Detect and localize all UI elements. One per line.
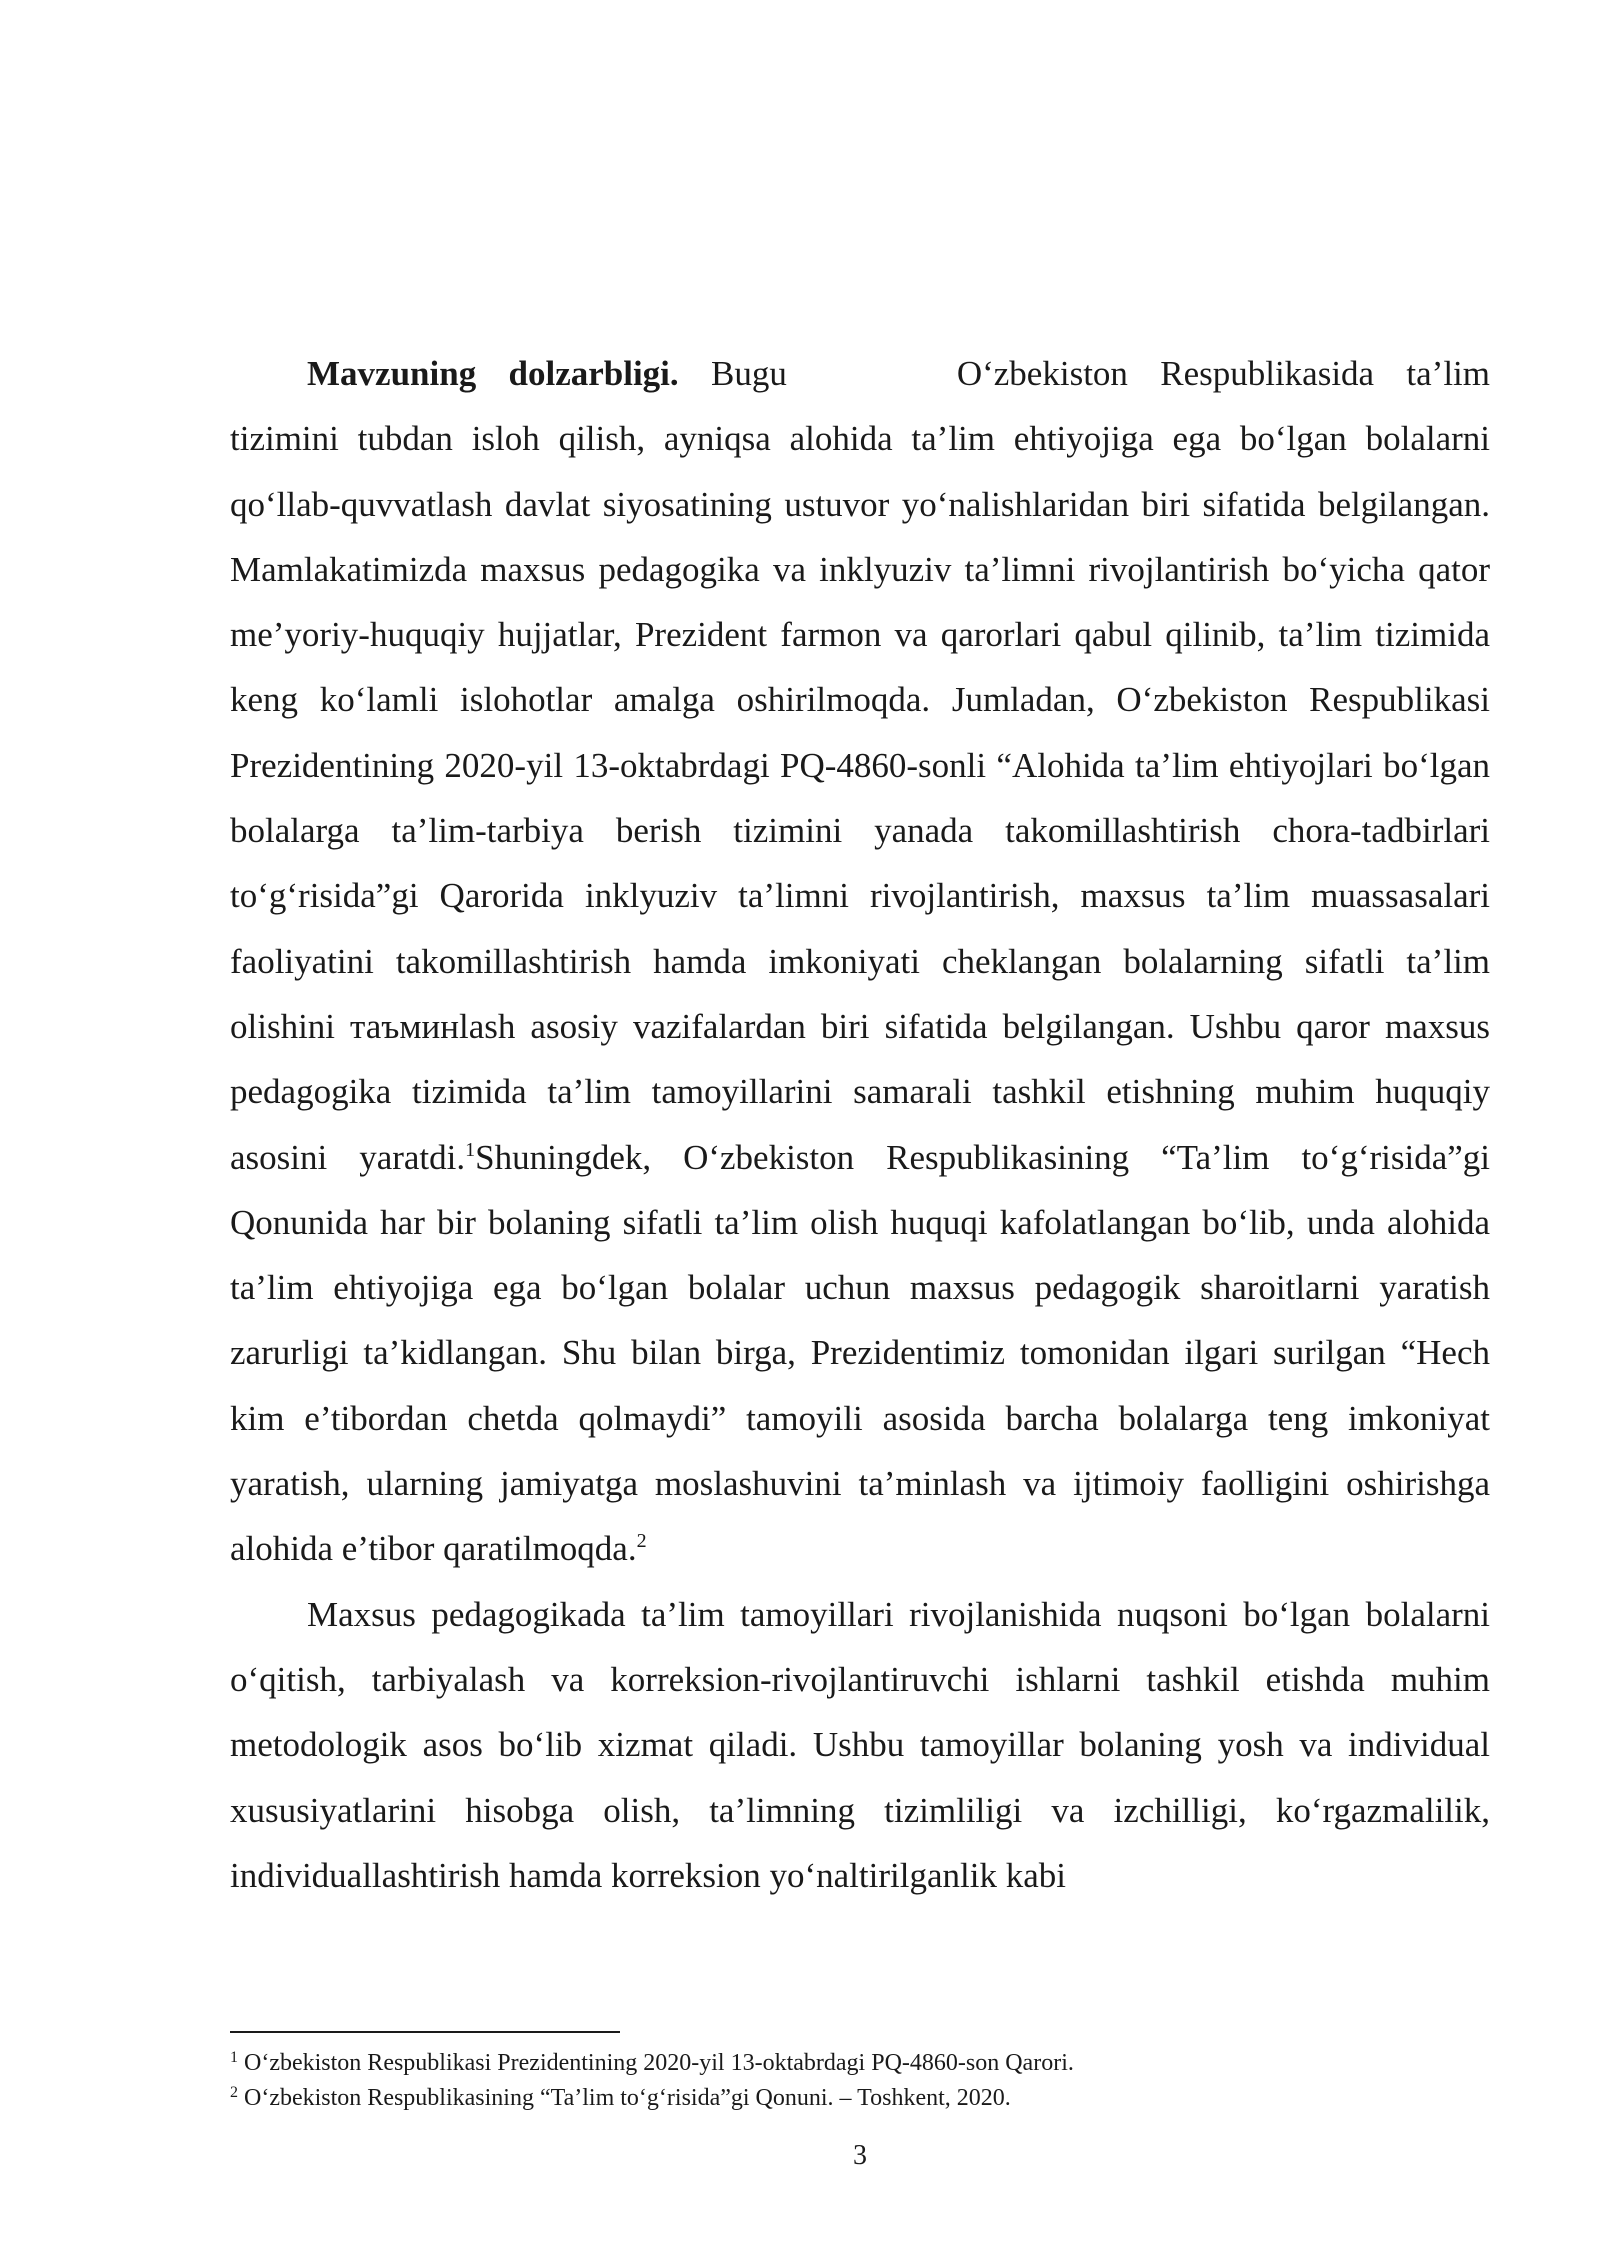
footnotes	[230, 2046, 1490, 2116]
footnote-text: O‘zbekiston Respublikasining “Ta’lim to‘g‘risida”gi Qonuni. – Toshkent, 2020.	[244, 2085, 1011, 2111]
footnote-ref-1[interactable]: 1	[465, 1138, 476, 1161]
footnote-2	[230, 2081, 1490, 2116]
paragraph-relevance	[230, 341, 1490, 1582]
footnote-text: O‘zbekiston Respublikasi Prezidentining 2020-yil 13-oktabrdagi PQ-4860-son Qarori.	[244, 2050, 1074, 2076]
footnote-mark: 1	[230, 2049, 238, 2066]
footnote-1	[230, 2046, 1490, 2081]
page-number: 3	[853, 2140, 867, 2171]
body-text	[230, 341, 1490, 1908]
footnote-mark: 2	[230, 2084, 238, 2101]
section-heading: Mavzuning dolzarbligi.	[307, 354, 679, 393]
paragraph-text: O‘zbekiston Respublikasida ta’lim tizimini tubdan isloh qilish, ayniqsa alohida ta’lim ehtiyojiga ega bo‘lgan bolalarni qo‘llab-quvvatlash davlat siyosatining ustuvor yo‘nalishlaridan biri sifatida belgilangan. Mamlakatimizda maxsus pedagogika va inklyuziv ta’limni rivojlantirish bo‘yicha qator me’yoriy-huquqiy hujjatlar, Prezident farmon va qarorlari qabul qilinib, ta’lim tizimida keng ko‘lamli islohotlar amalga oshirilmoqda. Jumladan, O‘zbekiston Respublikasi Prezidentining 2020-yil 13-oktabrdagi PQ-4860-sonli “Alohida ta’lim ehtiyojlari bo‘lgan bolalarga ta’lim-tarbiya berish tizimini yanada takomillashtirish chora-tadbirlari to‘g‘risida”gi Qarorida inklyuziv ta’limni rivojlantirish, maxsus ta’lim muassasalari faoliyatini takomillashtirish hamda imkoniyati cheklangan bolalarning sifatli ta’lim olishini таъминlash asosiy vazifalardan biri sifatida belgilangan. Ushbu qaror maxsus pedagogika tizimida ta’lim tamoyillarini samarali tashkil etishning muhim huquqiy asosini yaratdi.	[230, 354, 1490, 1177]
footnote-ref-2[interactable]: 2	[636, 1530, 647, 1553]
footnote-separator	[230, 2031, 620, 2033]
paragraph-text: Shuningdek, O‘zbekiston Respublikasining “Ta’lim to‘g‘risida”gi Qonunida har bir bolaning sifatli ta’lim olish huquqi kafolatlangan bo‘lib, unda alohida ta’lim ehtiyojiga ega bo‘lgan bolalar uchun maxsus pedagogik sharoitlarni yaratish zarurligi ta’kidlangan. Shu bilan birga, Prezidentimiz tomonidan ilgari surilgan “Hech kim e’tibordan chetda qolmaydi” tamoyili asosida barcha bolalarga teng imkoniyat yaratish, ularning jamiyatga moslashuvini ta’minlash va ijtimoiy faolligini oshirishga alohida e’tibor qaratilmoqda.	[230, 1137, 1490, 1569]
paragraph-lead: Bugu	[710, 354, 787, 393]
paragraph-principles: Maxsus pedagogikada ta’lim tamoyillari rivojlanishida nuqsoni bo‘lgan bolalarni o‘qitish, tarbiyalash va korreksion-rivojlantiruvchi ishlarni tashkil etishda muhim metodologik asos bo‘lib xizmat qiladi. Ushbu tamoyillar bolaning yosh va individual xususiyatlarini hisobga olish, ta’limning tizimliligi va izchilligi, ko‘rgazmalilik, individuallashtirish hamda korreksion yo‘naltirilganlik kabi	[230, 1594, 1490, 1895]
